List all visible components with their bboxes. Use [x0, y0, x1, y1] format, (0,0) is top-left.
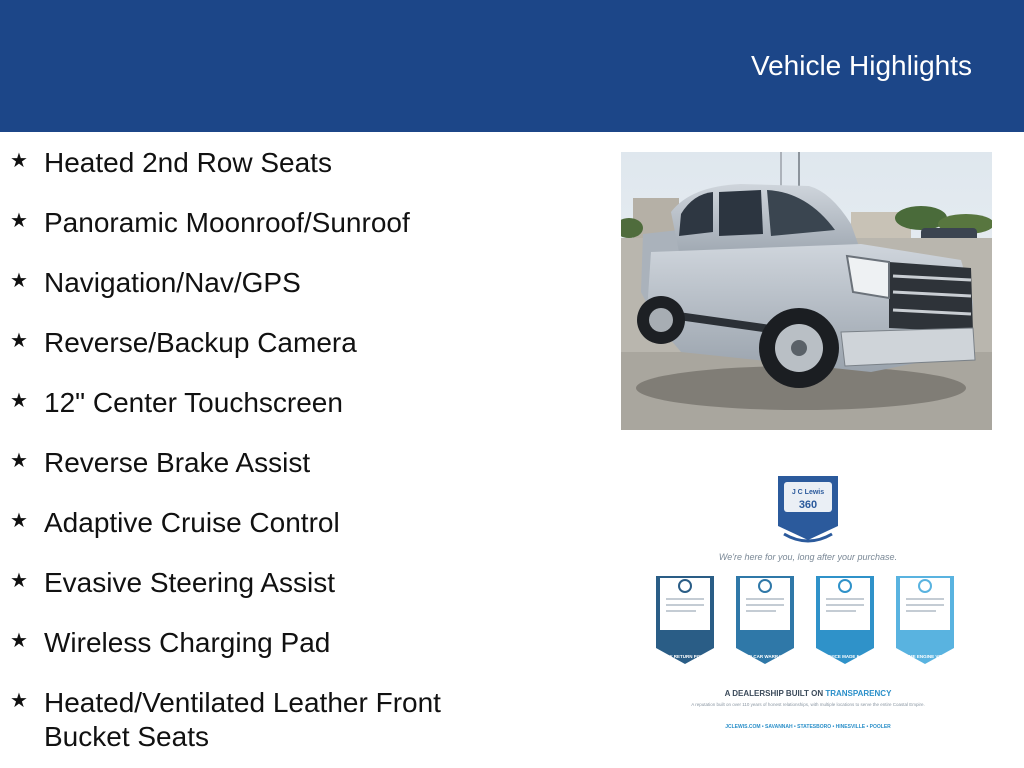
promo-card — [656, 576, 714, 664]
promo-card — [895, 576, 955, 664]
star-icon: ★ — [10, 390, 28, 412]
feature-item — [10, 566, 530, 626]
page-title: Vehicle Highlights — [750, 50, 972, 81]
star-icon: ★ — [10, 450, 28, 472]
promo-footer-links: JCLEWIS.COM • SAVANNAH • STATESBORO • HINESVILLE • POOLER — [725, 724, 891, 730]
feature-list — [10, 146, 530, 754]
promo-card — [816, 576, 874, 664]
promo-tagline: We're here for you, long after your purchase. — [718, 552, 898, 562]
promo-footer-title-accent: TRANSPARENCY — [825, 689, 892, 698]
promo-footer-title-prefix: A DEALERSHIP BUILT ON — [724, 689, 826, 698]
feature-label: Reverse Brake Assist — [44, 447, 311, 478]
star-icon: ★ — [10, 510, 28, 532]
promo-card — [736, 576, 794, 664]
feature-item — [10, 326, 530, 386]
feature-item — [10, 446, 530, 506]
feature-item — [10, 146, 530, 206]
feature-label: Panoramic Moonroof/Sunroof — [44, 207, 410, 238]
promo-card-label: LIFETIME ENGINE VEHICLE — [895, 654, 955, 659]
feature-label: Navigation/Nav/GPS — [44, 267, 301, 298]
feature-item — [10, 506, 530, 566]
star-icon: ★ — [10, 570, 28, 592]
promo-card-label: 7-DAY RETURN POLICY — [659, 654, 711, 659]
dealer-promo-graphic[interactable] — [650, 468, 966, 738]
badge-number: 360 — [798, 499, 818, 511]
feature-label: Reverse/Backup Camera — [44, 327, 357, 358]
promo-footer-title — [725, 689, 892, 698]
dealer-badge — [778, 476, 838, 541]
feature-label: Evasive Steering Assist — [44, 567, 336, 598]
promo-card-label: SERVICE MADE EASY — [821, 654, 869, 659]
feature-label: Heated 2nd Row Seats — [44, 147, 332, 178]
star-icon: ★ — [10, 630, 28, 652]
star-icon: ★ — [10, 690, 28, 712]
feature-item — [10, 266, 530, 326]
vehicle-photo[interactable] — [621, 152, 992, 430]
feature-item — [10, 626, 530, 686]
badge-brand: J C Lewis — [791, 489, 825, 496]
promo-footer-sub: A reputation built on over 110 years of honest relationships, with multiple locations to serve the entire Coastal Empire. — [691, 702, 925, 707]
feature-label: Heated/Ventilated Leather Front Bucket Seats — [44, 687, 441, 752]
star-icon: ★ — [10, 330, 28, 352]
feature-item — [10, 686, 530, 754]
feature-label: Wireless Charging Pad — [44, 627, 331, 658]
star-icon: ★ — [10, 150, 28, 172]
feature-label: 12" Center Touchscreen — [44, 387, 343, 418]
header-bar — [0, 0, 1024, 132]
feature-label: Adaptive Cruise Control — [44, 507, 340, 538]
star-icon: ★ — [10, 210, 28, 232]
promo-card-label: USED CAR WARRANTY — [739, 654, 791, 659]
star-icon: ★ — [10, 270, 28, 292]
feature-item — [10, 206, 530, 266]
feature-item — [10, 386, 530, 446]
